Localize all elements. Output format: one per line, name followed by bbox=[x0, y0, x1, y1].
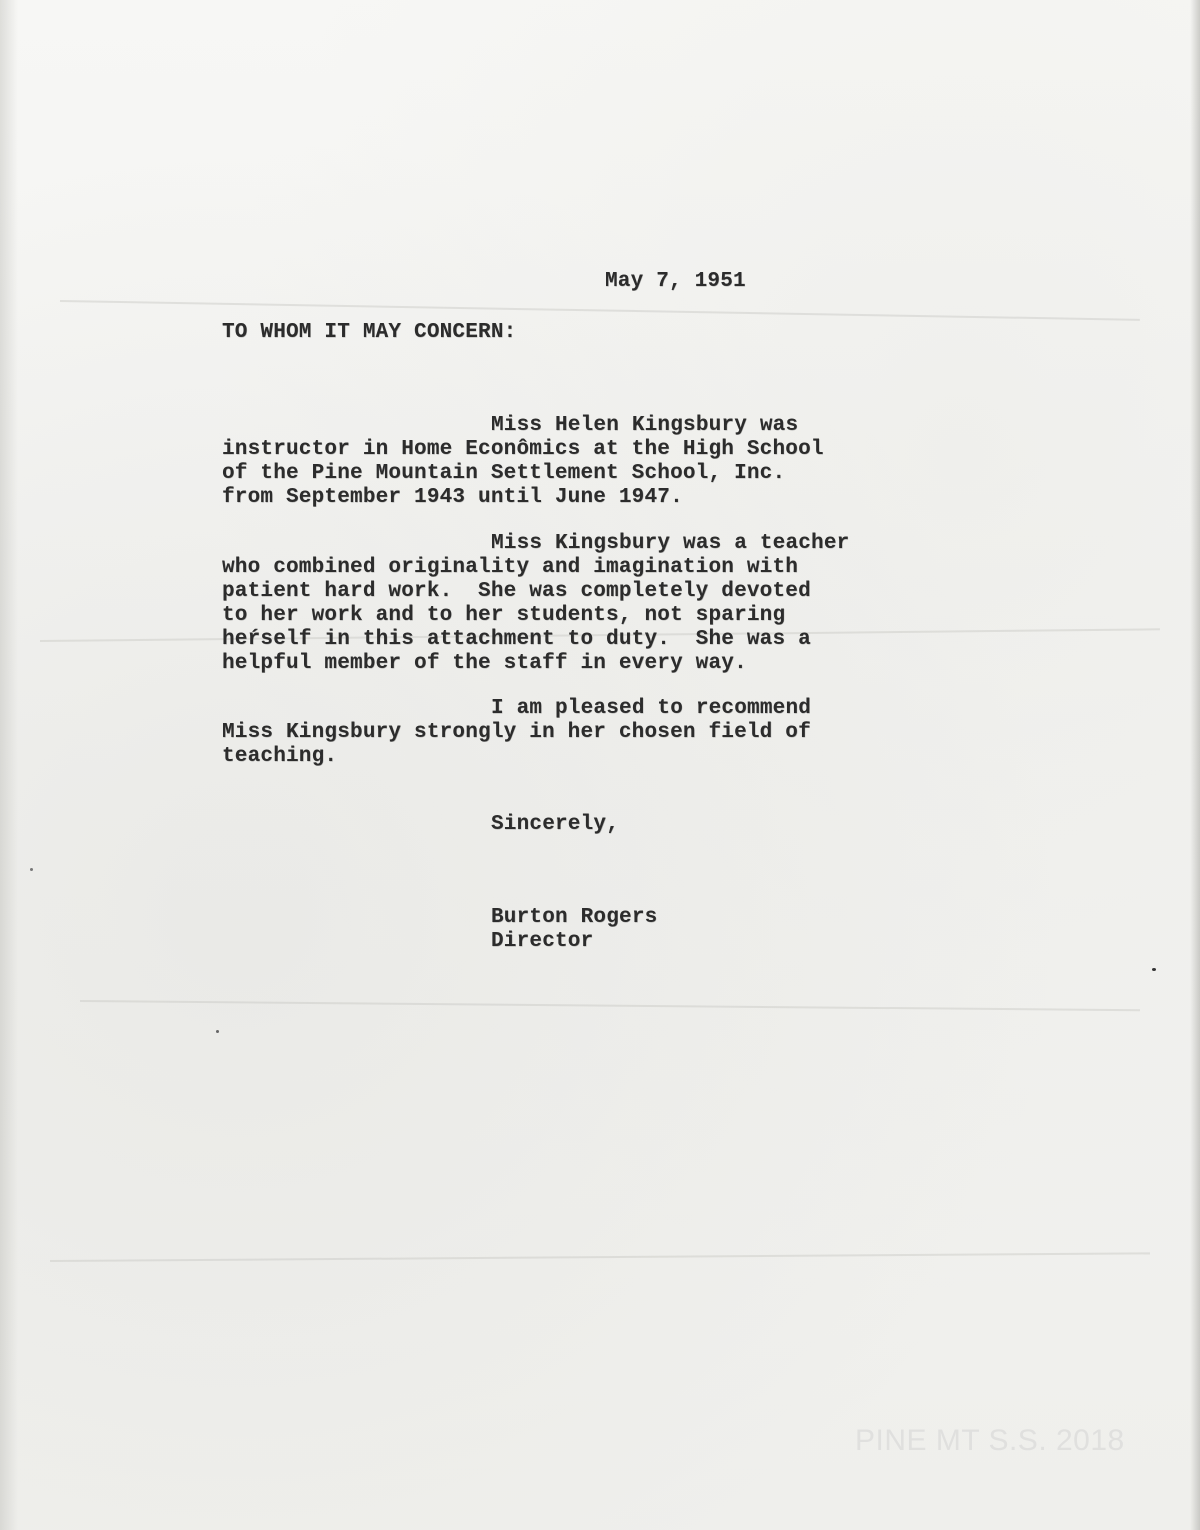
paper-right-edge bbox=[1190, 0, 1200, 1530]
paragraph-2-line-6: helpful member of the staff in every way. bbox=[222, 652, 747, 675]
paragraph-1-line-3: of the Pine Mountain Settlement School, Inc. bbox=[222, 462, 786, 485]
letter-date: May 7, 1951 bbox=[605, 270, 746, 293]
paragraph-3-line-1: I am pleased to recommend bbox=[491, 697, 812, 720]
paragraph-3-line-3: teaching. bbox=[222, 745, 338, 768]
paragraph-2-line-5: heŕself in this attachment to duty. She was a bbox=[222, 628, 811, 651]
paragraph-2-line-2: who combined originality and imagination with bbox=[222, 556, 799, 579]
paragraph-2-line-1: Miss Kingsbury was a teacher bbox=[491, 532, 850, 555]
paragraph-2-line-3: patient hard work. She was completely devoted bbox=[222, 580, 811, 603]
salutation: TO WHOM IT MAY CONCERN: bbox=[222, 321, 517, 344]
ink-speck bbox=[30, 868, 33, 871]
ink-speck bbox=[1152, 968, 1156, 971]
paper-crease bbox=[80, 1000, 1140, 1011]
paragraph-1-line-1: Miss Helen Kingsbury was bbox=[491, 414, 799, 437]
ink-speck bbox=[216, 1030, 219, 1033]
paragraph-1-line-4: from September 1943 until June 1947. bbox=[222, 486, 683, 509]
paragraph-2-line-4: to her work and to her students, not sparing bbox=[222, 604, 786, 627]
paper-crease bbox=[60, 300, 1140, 321]
paper-crease bbox=[50, 1252, 1150, 1262]
archive-watermark: PINE MT S.S. 2018 bbox=[855, 1424, 1125, 1457]
closing: Sincerely, bbox=[491, 813, 620, 836]
paragraph-1-line-2: instructor in Home Econômics at the High School bbox=[222, 438, 824, 461]
signer-title: Director bbox=[491, 930, 594, 953]
paragraph-3-line-2: Miss Kingsbury strongly in her chosen field of bbox=[222, 721, 811, 744]
paper-left-edge bbox=[0, 0, 18, 1530]
signer-name: Burton Rogers bbox=[491, 906, 658, 929]
